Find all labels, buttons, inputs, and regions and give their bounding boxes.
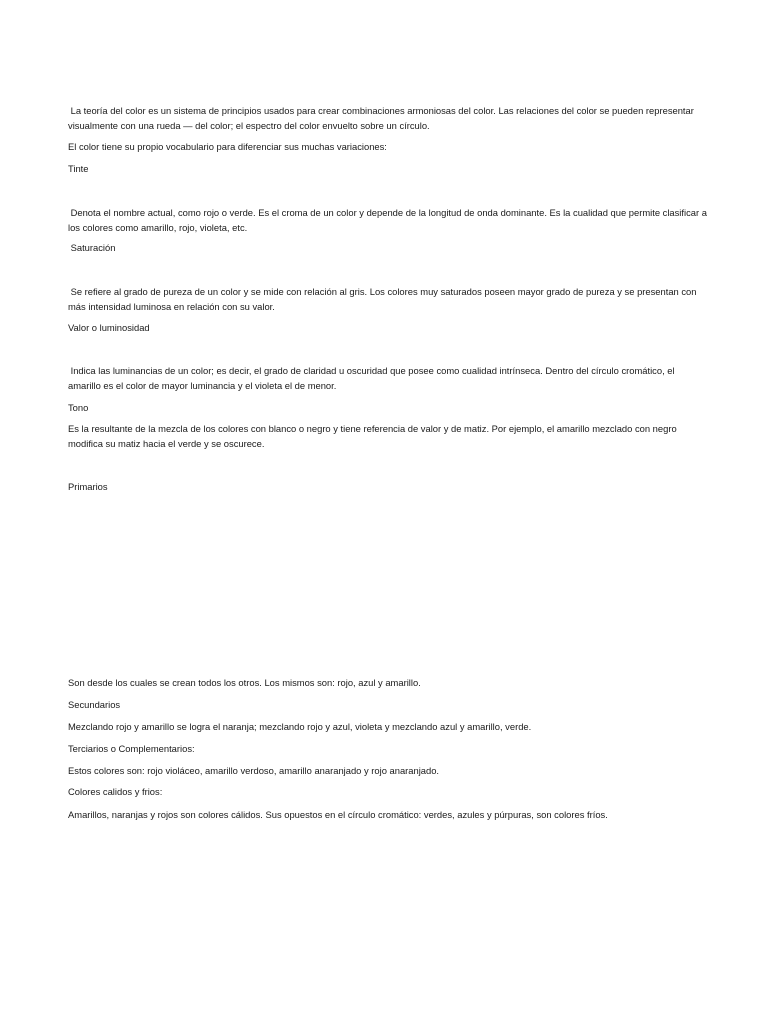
vocabulary-intro-paragraph: El color tiene su propio vocabulario para diferenciar sus muchas variaciones: xyxy=(68,141,387,152)
secundarios-paragraph: Mezclando rojo y amarillo se logra el naranja; mezclando rojo y azul, violeta y mezclando azul y amarillo, verde. xyxy=(68,721,532,732)
tinte-paragraph: Denota el nombre actual, como rojo o verde. Es el croma de un color y depende de la longitud de onda dominante. Es la cualidad que permite clasificar a los colores como amarillo, rojo, violeta, etc. xyxy=(68,207,710,233)
tinte-heading: Tinte xyxy=(68,163,89,174)
calidos-frios-heading: Colores calidos y frios: xyxy=(68,786,163,797)
valor-heading: Valor o luminosidad xyxy=(68,322,150,333)
valor-paragraph: Indica las luminancias de un color; es decir, el grado de claridad u oscuridad que posee como cualidad intrínseca. Dentro del círculo cromático, el amarillo es el color de mayor luminancia y el violeta el de menor. xyxy=(68,365,678,391)
intro-paragraph: La teoría del color es un sistema de principios usados para crear combinaciones armoniosas del color. Las relaciones del color se pueden representar visualmente con una rueda — del color; el espectro del color envuelto sobre un círculo. xyxy=(68,105,697,131)
primarios-paragraph: Son desde los cuales se crean todos los otros. Los mismos son: rojo, azul y amarillo. xyxy=(68,677,421,688)
saturacion-paragraph: Se refiere al grado de pureza de un color y se mide con relación al gris. Los colores muy saturados poseen mayor grado de pureza y se presentan con más intensidad luminosa en relación con su valor. xyxy=(68,286,700,312)
secundarios-heading: Secundarios xyxy=(68,699,121,710)
tono-heading: Tono xyxy=(68,402,89,413)
primarios-heading: Primarios xyxy=(68,481,108,492)
terciarios-heading: Terciarios o Complementarios: xyxy=(68,743,195,754)
tono-paragraph: Es la resultante de la mezcla de los colores con blanco o negro y tiene referencia de valor y de matiz. Por ejemplo, el amarillo mezclado con negro modifica su matiz hacia el verde y se oscurece. xyxy=(68,423,680,449)
calidos-frios-paragraph: Amarillos, naranjas y rojos son colores cálidos. Sus opuestos en el círculo cromático: verdes, azules y púrpuras, son colores fríos. xyxy=(68,809,608,820)
saturacion-heading: Saturación xyxy=(68,242,116,253)
terciarios-paragraph: Estos colores son: rojo violáceo, amarillo verdoso, amarillo anaranjado y rojo anaranjado. xyxy=(68,765,440,776)
